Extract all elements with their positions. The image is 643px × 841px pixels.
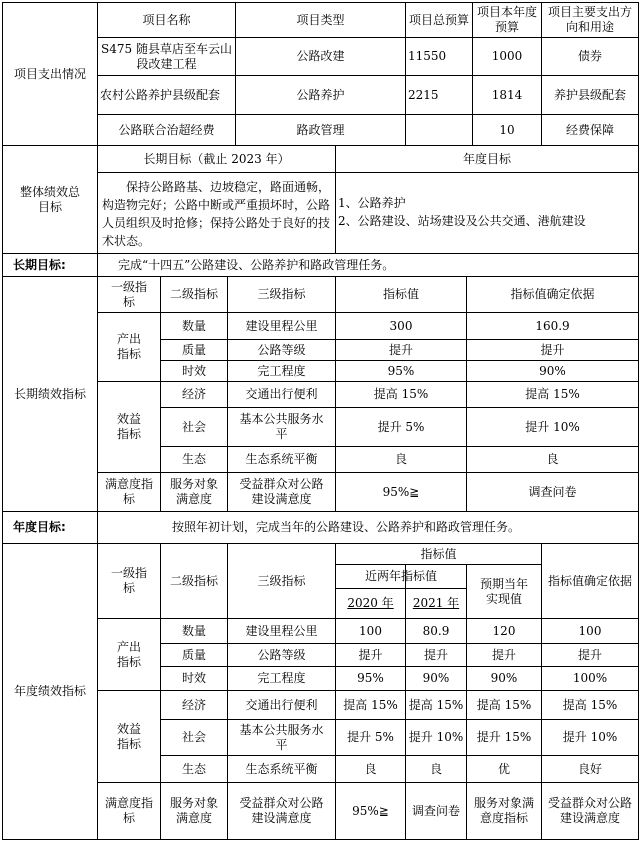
li-level3: 基本公共服务水平 (239, 412, 324, 441)
li-header-level2: 二级指标 (169, 287, 218, 301)
ai-expected: 提升 15% (476, 730, 532, 744)
ai-level3: 完工程度 (257, 671, 306, 685)
expense-header-total: 项目总预算 (408, 12, 469, 27)
expense-row-annual: 10 (499, 122, 515, 137)
expense-header-name: 项目名称 (142, 12, 191, 27)
li-value: 提高 15% (373, 387, 429, 401)
annual-goal-text: 按照年初计划，完成当年的公路建设、公路养护和路政管理任务。 (172, 520, 521, 534)
li-level2: 经济 (181, 387, 206, 401)
li-header-level1: 一级指标 (110, 279, 147, 309)
ai-level3: 交通出行便利 (245, 697, 318, 712)
li-basis: 提升 10% (525, 419, 580, 434)
ai-2020: 提高 15% (343, 697, 398, 712)
ai-2020: 提升 (358, 647, 383, 662)
ai-expected: 优 (497, 761, 510, 776)
ai-header-basis: 指标值确定依据 (548, 573, 633, 588)
ai-2020: 良 (364, 761, 377, 776)
ai-level2: 社会 (181, 730, 206, 744)
ai-header-recent: 近两年指标值 (364, 569, 437, 583)
ai-basis: 受益群众对公路建设满意度 (547, 796, 632, 825)
li-header-value: 指标值 (382, 287, 419, 301)
ai-basis: 提升 10% (562, 730, 618, 744)
ai-2021: 提升 10% (408, 730, 464, 744)
expense-row-total (406, 115, 472, 145)
long-term-goal-header: 长期目标（截止 2023 年） (143, 151, 290, 166)
li-level2: 社会 (181, 419, 206, 434)
ai-2021: 良 (429, 761, 442, 776)
ai-level3: 生态系统平衡 (245, 761, 318, 776)
li-value: 良 (394, 452, 407, 466)
li-value: 95%≧ (382, 484, 420, 499)
ai-header-value: 指标值 (420, 546, 457, 561)
li-level1-benefit: 效益指标 (116, 412, 141, 441)
li-value: 95% (387, 363, 415, 378)
li-level1-output: 产出指标 (116, 332, 141, 361)
li-level3: 受益群众对公路建设满意度 (239, 477, 324, 506)
ai-2021: 提高 15% (408, 697, 464, 712)
ai-header-expected: 预期当年实现值 (479, 576, 528, 606)
expense-row-type: 路政管理 (296, 122, 345, 137)
expense-row-annual: 1000 (491, 49, 523, 63)
expense-row-annual: 1814 (491, 87, 523, 102)
expense-row-total: 2215 (408, 87, 439, 102)
li-basis: 提升 (540, 342, 565, 357)
ai-level3: 建设里程公里 (245, 623, 318, 638)
li-value: 提升 (388, 342, 413, 357)
li-level3: 生态系统平衡 (245, 452, 318, 466)
ai-2020: 95%≧ (352, 803, 389, 818)
li-level3: 建设里程公里 (245, 318, 318, 333)
ai-expected: 120 (492, 623, 516, 638)
li-level3: 完工程度 (257, 363, 306, 378)
ai-2021: 调查问卷 (411, 803, 460, 818)
li-level2: 生态 (181, 452, 206, 466)
ai-expected: 服务对象满意度指标 (473, 796, 534, 825)
li-level3: 公路等级 (257, 342, 306, 357)
long-term-goal-text: 保持公路路基、边坡稳定，路面通畅，构造物完好；公路中断或严重损坏时，公路人员组织及时抢修；保持公路处于良好的技术状态。 (102, 180, 331, 248)
li-level2: 质量 (181, 342, 206, 357)
ai-header-year-2020-text: 2020 年 (347, 596, 394, 610)
ai-header-year-2021 (406, 589, 466, 618)
expense-row-purpose: 经费保障 (565, 122, 614, 137)
ai-2021: 80.9 (422, 623, 450, 638)
ai-header-level2: 二级指标 (169, 573, 218, 588)
ai-expected: 90% (490, 671, 518, 685)
li-basis: 160.9 (535, 318, 570, 333)
ai-level2: 生态 (181, 761, 206, 776)
expense-row-name: S475 随县草店至车云山段改建工程 (101, 41, 232, 71)
long-goal-text: 完成“十四五”公路建设、公路养护和路政管理任务。 (118, 257, 395, 272)
expense-row-purpose: 养护县级配套 (553, 87, 626, 102)
expense-section-label: 项目支出情况 (13, 66, 86, 81)
expense-header-annual: 项目本年度预算 (476, 5, 537, 34)
expense-row-name: 公路联合治超经费 (118, 122, 215, 137)
li-basis: 调查问卷 (528, 484, 577, 499)
expense-header-purpose: 项目主要支出方向和用途 (547, 5, 632, 34)
li-level2: 服务对象满意度 (169, 477, 218, 506)
ai-level2: 质量 (181, 647, 206, 662)
li-header-basis: 指标值确定依据 (510, 287, 595, 301)
long-goal-label: 长期目标: (13, 257, 66, 272)
li-value: 提升 5% (377, 419, 425, 434)
ai-level1-output: 产出指标 (116, 639, 141, 669)
ai-expected: 提升 (491, 647, 516, 662)
li-basis: 提高 15% (525, 387, 580, 401)
li-level2: 数量 (181, 318, 206, 333)
ai-level1-satisfaction: 满意度指标 (104, 796, 153, 825)
expense-header-type: 项目类型 (296, 12, 345, 27)
li-value: 300 (389, 318, 413, 333)
li-level3: 交通出行便利 (245, 387, 318, 401)
ai-basis: 100% (572, 671, 608, 685)
expense-row-type: 公路养护 (296, 87, 345, 102)
ai-basis: 提升 (577, 647, 602, 662)
ai-level2: 时效 (181, 671, 206, 685)
ai-level3: 公路等级 (257, 647, 306, 662)
ai-level2: 经济 (181, 697, 206, 712)
ai-level3: 受益群众对公路建设满意度 (239, 796, 324, 825)
annual-goal-item: 2、公路建设、站场建设及公共交通、港航建设 (338, 214, 586, 228)
ai-2021: 提升 (423, 647, 448, 662)
ai-header-level3: 三级指标 (257, 573, 306, 588)
expense-row-type: 公路改建 (296, 49, 345, 63)
ai-level1-benefit: 效益指标 (116, 721, 141, 751)
overall-section-label: 整体绩效总目标 (19, 184, 80, 214)
ai-basis: 提高 15% (562, 697, 618, 712)
li-header-level3: 三级指标 (257, 287, 306, 301)
li-level2: 时效 (181, 363, 206, 378)
expense-row-total: 11550 (408, 49, 447, 63)
ai-2020: 100 (359, 623, 382, 638)
ai-basis: 100 (578, 623, 602, 638)
li-basis: 良 (546, 452, 559, 466)
annual-indicators-label: 年度绩效指标 (13, 684, 86, 698)
ai-2021: 90% (422, 671, 450, 685)
ai-level2: 数量 (181, 623, 206, 638)
ai-2020: 提升 5% (347, 730, 394, 744)
li-level1-satisfaction: 满意度指标 (104, 477, 153, 506)
ai-expected: 提高 15% (476, 697, 532, 712)
annual-goal-header: 年度目标 (462, 151, 511, 166)
expense-row-name: 农村公路养护县级配套 (100, 87, 221, 102)
long-indicators-label: 长期绩效指标 (13, 386, 86, 401)
annual-goal-label: 年度目标: (13, 520, 66, 534)
li-basis: 90% (539, 363, 566, 378)
ai-2020: 95% (357, 671, 384, 685)
expense-row-purpose: 债券 (577, 49, 602, 63)
ai-header-level1: 一级指标 (110, 566, 147, 595)
ai-header-year-2020 (336, 589, 405, 618)
ai-level2: 服务对象满意度 (169, 796, 218, 825)
annual-goal-item: 1、公路养护 (338, 196, 406, 210)
ai-level3: 基本公共服务水平 (239, 722, 324, 752)
annual-goal-text (336, 194, 638, 244)
ai-header-year-2021-text: 2021 年 (412, 596, 460, 610)
ai-basis: 良好 (577, 761, 602, 776)
